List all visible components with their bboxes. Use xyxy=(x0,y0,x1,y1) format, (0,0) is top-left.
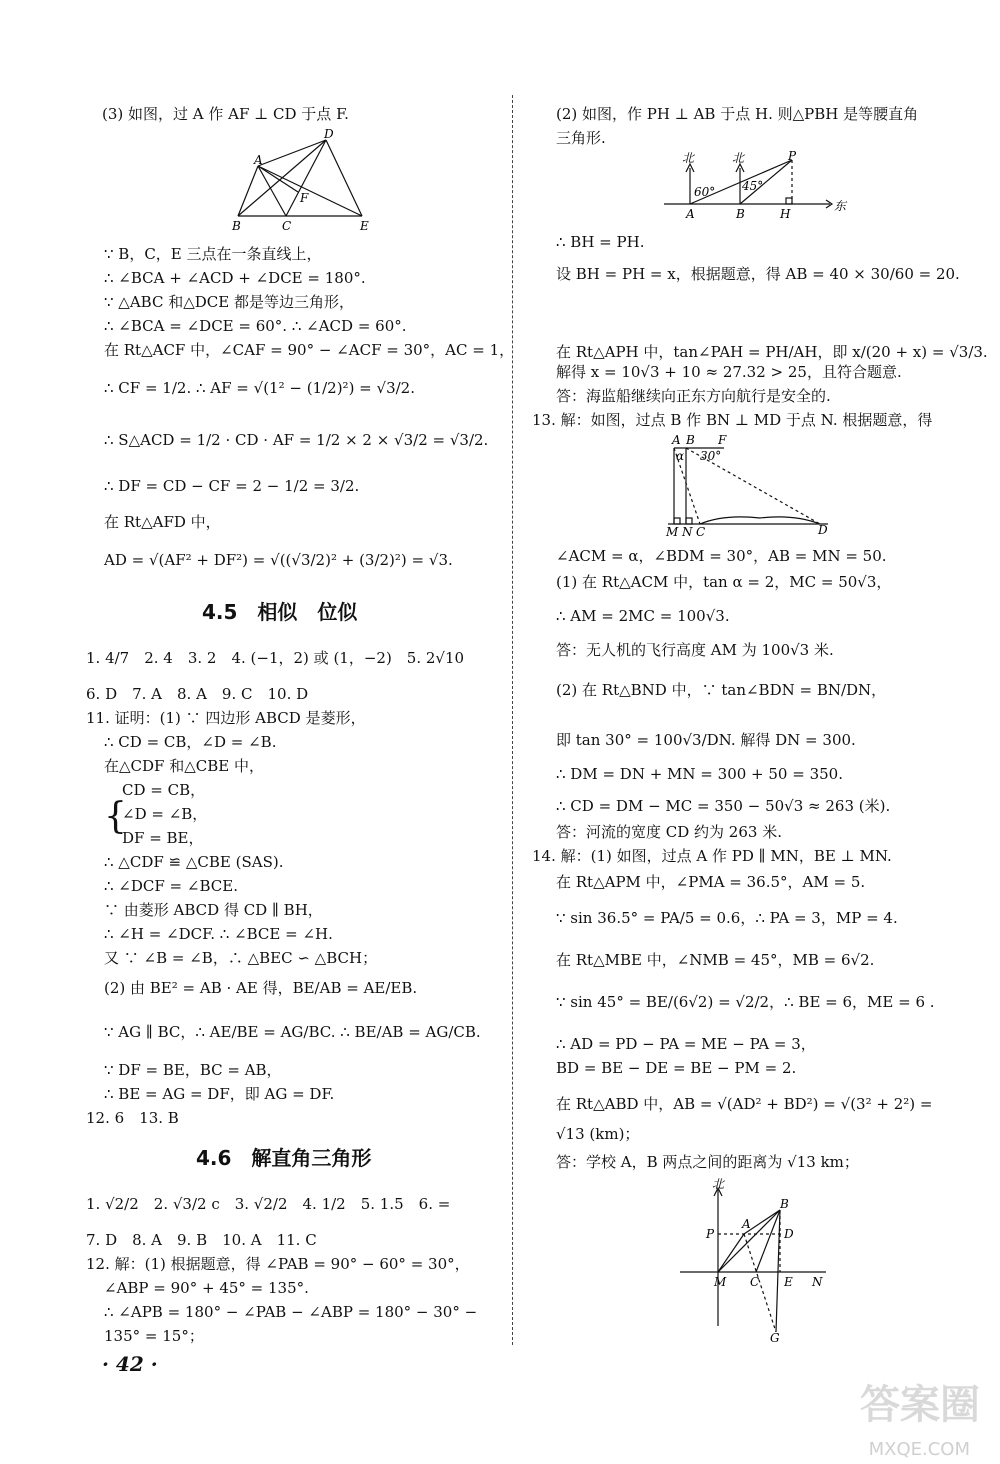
left-line-8: ∴ S△ACD = 1/2 · CD · AF = 1/2 × 2 × √3/2 = √3/2. xyxy=(104,431,489,449)
right-line-24: BD = BE − DE = BE − PM = 2. xyxy=(556,1059,797,1077)
right-line-6: 解得 x = 10√3 + 10 ≈ 27.32 > 25，且符合题意. xyxy=(556,363,902,381)
s46-line-1: 1. √2/2 2. √3/2 c 3. √2/2 4. 1/2 5. 1.5 6. = xyxy=(86,1195,451,1213)
fig1-label-B: B xyxy=(232,219,241,233)
fig3-label-F: F xyxy=(718,434,727,447)
s45-line-8: DF = BE， xyxy=(122,829,204,847)
fig1-label-C: C xyxy=(282,219,292,233)
fig3-label-D: D xyxy=(818,523,828,537)
figure-ship-navigation xyxy=(660,150,850,224)
section-4-5-title: 4.5 相似 位似 xyxy=(202,600,358,624)
s45-line-18: 12. 6 13. B xyxy=(86,1109,179,1127)
s45-line-3: 11. 证明：(1) ∵ 四边形 ABCD 是菱形， xyxy=(86,709,366,727)
right-line-1: (2) 如图，作 PH ⊥ AB 于点 H. 则△PBH 是等腰直角 xyxy=(556,105,919,123)
s46-line-4: ∠ABP = 90° + 45° = 135°. xyxy=(104,1279,309,1297)
fig2-label-B: B xyxy=(736,207,745,221)
s45-line-2: 6. D 7. A 8. A 9. C 10. D xyxy=(86,685,309,703)
s45-line-17: ∴ BE = AG = DF，即 AG = DF. xyxy=(104,1085,335,1103)
figure-school-map xyxy=(676,1176,836,1344)
fig4-label-N: N xyxy=(812,1275,823,1289)
section-4-6-title: 4.6 解直角三角形 xyxy=(196,1146,372,1170)
s45-line-12: ∴ ∠H = ∠DCF. ∴ ∠BCE = ∠H. xyxy=(104,925,333,943)
right-line-27: 答：学校 A，B 两点之间的距离为 √13 km； xyxy=(556,1153,859,1171)
left-line-10: 在 Rt△AFD 中， xyxy=(104,513,221,531)
s46-line-2: 7. D 8. A 9. B 10. A 11. C xyxy=(86,1231,317,1249)
fig4-label-D: D xyxy=(784,1227,794,1241)
fig4-north: 北 xyxy=(712,1177,725,1191)
right-line-15: ∴ DM = DN + MN = 300 + 50 = 350. xyxy=(556,765,843,783)
fig4-label-C: C xyxy=(750,1275,760,1289)
fig1-label-F: F xyxy=(300,191,309,205)
right-line-18: 14. 解：(1) 如图，过点 A 作 PD ∥ MN，BE ⊥ MN. xyxy=(532,847,892,865)
fig2-label-P: P xyxy=(788,150,797,163)
brace: { xyxy=(104,796,127,837)
fig2-angle-45: 45° xyxy=(742,179,764,193)
right-line-23: ∴ AD = PD − PA = ME − PA = 3， xyxy=(556,1035,816,1053)
fig4-label-A: A xyxy=(742,1217,751,1231)
right-line-9: ∠ACM = α，∠BDM = 30°，AB = MN = 50. xyxy=(556,547,887,565)
left-line-3: ∴ ∠BCA + ∠ACD + ∠DCE = 180°. xyxy=(104,269,366,287)
s46-line-3: 12. 解：(1) 根据题意，得 ∠PAB = 90° − 60° = 30°， xyxy=(86,1255,470,1273)
right-line-2: 三角形. xyxy=(556,129,606,147)
right-line-12: 答：无人机的飞行高度 AM 为 100√3 米. xyxy=(556,641,834,659)
fig3-label-M: M xyxy=(666,525,679,538)
right-line-17: 答：河流的宽度 CD 约为 263 米. xyxy=(556,823,782,841)
figure-drone-river xyxy=(664,434,834,538)
fig3-label-B: B xyxy=(686,434,695,447)
left-line-5: ∴ ∠BCA = ∠DCE = 60°. ∴ ∠ACD = 60°. xyxy=(104,317,407,335)
fig4-label-B: B xyxy=(780,1197,789,1211)
right-line-7: 答：海监船继续向正东方向航行是安全的. xyxy=(556,387,831,405)
fig4-label-G: G xyxy=(770,1331,780,1344)
fig3-label-N: N xyxy=(682,525,693,538)
fig1-label-D: D xyxy=(324,128,334,141)
right-line-11: ∴ AM = 2MC = 100√3. xyxy=(556,607,730,625)
left-line-4: ∵ △ABC 和△DCE 都是等边三角形， xyxy=(104,293,354,311)
right-line-8: 13. 解：如图，过点 B 作 BN ⊥ MD 于点 N. 根据题意，得 xyxy=(532,411,933,429)
s45-line-4: ∴ CD = CB，∠D = ∠B. xyxy=(104,733,277,751)
s45-line-5: 在△CDF 和△CBE 中， xyxy=(104,757,264,775)
right-line-13: (2) 在 Rt△BND 中，∵ tan∠BDN = BN/DN， xyxy=(556,681,887,699)
fig2-north-1: 北 xyxy=(682,151,695,165)
fig3-angle-30: 30° xyxy=(700,449,722,463)
s45-line-16: ∵ DF = BE，BC = AB， xyxy=(104,1061,282,1079)
s45-line-11: ∵ 由菱形 ABCD 得 CD ∥ BH， xyxy=(104,901,323,919)
fig2-north-2: 北 xyxy=(732,151,745,165)
fig2-angle-60: 60° xyxy=(694,185,716,199)
left-line-1: (3) 如图，过 A 作 AF ⊥ CD 于点 F. xyxy=(102,105,349,123)
fig1-label-E: E xyxy=(360,219,369,233)
s45-line-1: 1. 4/7 2. 4 3. 2 4. (−1，2) 或 (1，−2) 5. 2√10 xyxy=(86,649,465,667)
left-line-6: 在 Rt△ACF 中，∠CAF = 90° − ∠ACF = 30°，AC = 1， xyxy=(104,341,515,359)
fig1-label-A: A xyxy=(254,153,263,167)
s45-line-14: (2) 由 BE² = AB · AE 得，BE/AB = AE/EB. xyxy=(104,979,418,997)
left-line-9: ∴ DF = CD − CF = 2 − 1/2 = 3/2. xyxy=(104,477,360,495)
s45-line-6: CD = CB， xyxy=(122,781,206,799)
fig3-label-C: C xyxy=(696,525,706,538)
watermark-site: MXQE.COM xyxy=(868,1439,970,1460)
column-divider xyxy=(512,95,513,1345)
fig3-alpha: α xyxy=(676,449,685,463)
fig4-label-M: M xyxy=(714,1275,727,1289)
right-line-19: 在 Rt△APM 中，∠PMA = 36.5°，AM = 5. xyxy=(556,873,866,891)
right-line-3: ∴ BH = PH. xyxy=(556,233,645,251)
watermark-logo: 答案圈 xyxy=(860,1382,980,1428)
left-line-7: ∴ CF = 1/2. ∴ AF = √(1² − (1/2)²) = √3/2. xyxy=(104,379,415,397)
s46-line-6: 135° = 15°； xyxy=(104,1327,204,1345)
fig3-label-A: A xyxy=(672,434,681,447)
right-line-16: ∴ CD = DM − MC = 350 − 50√3 ≈ 263 (米). xyxy=(556,797,891,815)
left-line-2: ∵ B，C，E 三点在一条直线上， xyxy=(104,245,322,263)
s45-line-9: ∴ △CDF ≌ △CBE (SAS). xyxy=(104,853,284,871)
right-line-21: 在 Rt△MBE 中，∠NMB = 45°，MB = 6√2. xyxy=(556,951,875,969)
right-line-26: √13 (km)； xyxy=(556,1125,640,1143)
fig4-label-E: E xyxy=(784,1275,793,1289)
fig4-label-P: P xyxy=(706,1227,715,1241)
right-line-14: 即 tan 30° = 100√3/DN. 解得 DN = 300. xyxy=(556,731,856,749)
right-line-10: (1) 在 Rt△ACM 中，tan α = 2，MC = 50√3， xyxy=(556,573,892,591)
s45-line-15: ∵ AG ∥ BC，∴ AE/BE = AG/BC. ∴ BE/AB = AG/CB. xyxy=(104,1023,481,1041)
left-line-11: AD = √(AF² + DF²) = √((√3/2)² + (3/2)²) = √3. xyxy=(104,551,453,569)
figure-equilateral-triangles xyxy=(228,128,378,234)
s45-line-10: ∴ ∠DCF = ∠BCE. xyxy=(104,877,238,895)
s45-line-7: ∠D = ∠B， xyxy=(122,805,208,823)
fig2-east: 东 xyxy=(834,199,847,213)
page-number: · 42 · xyxy=(102,1352,158,1376)
right-line-22: ∵ sin 45° = BE/(6√2) = √2/2，∴ BE = 6，ME = 6 . xyxy=(556,993,935,1011)
fig2-label-A: A xyxy=(686,207,695,221)
s45-line-13: 又 ∵ ∠B = ∠B，∴ △BEC ∽ △BCH； xyxy=(104,949,378,967)
right-line-4: 设 BH = PH = x，根据题意，得 AB = 40 × 30/60 = 20. xyxy=(556,265,960,283)
right-line-20: ∵ sin 36.5° = PA/5 = 0.6，∴ PA = 3，MP = 4. xyxy=(556,909,898,927)
right-line-25: 在 Rt△ABD 中，AB = √(AD² + BD²) = √(3² + 2²) = xyxy=(556,1095,933,1113)
right-line-5: 在 Rt△APH 中，tan∠PAH = PH/AH，即 x/(20 + x) = √3/3. xyxy=(556,343,988,361)
fig2-label-H: H xyxy=(780,207,791,221)
s46-line-5: ∴ ∠APB = 180° − ∠PAB − ∠ABP = 180° − 30° − xyxy=(104,1303,478,1321)
